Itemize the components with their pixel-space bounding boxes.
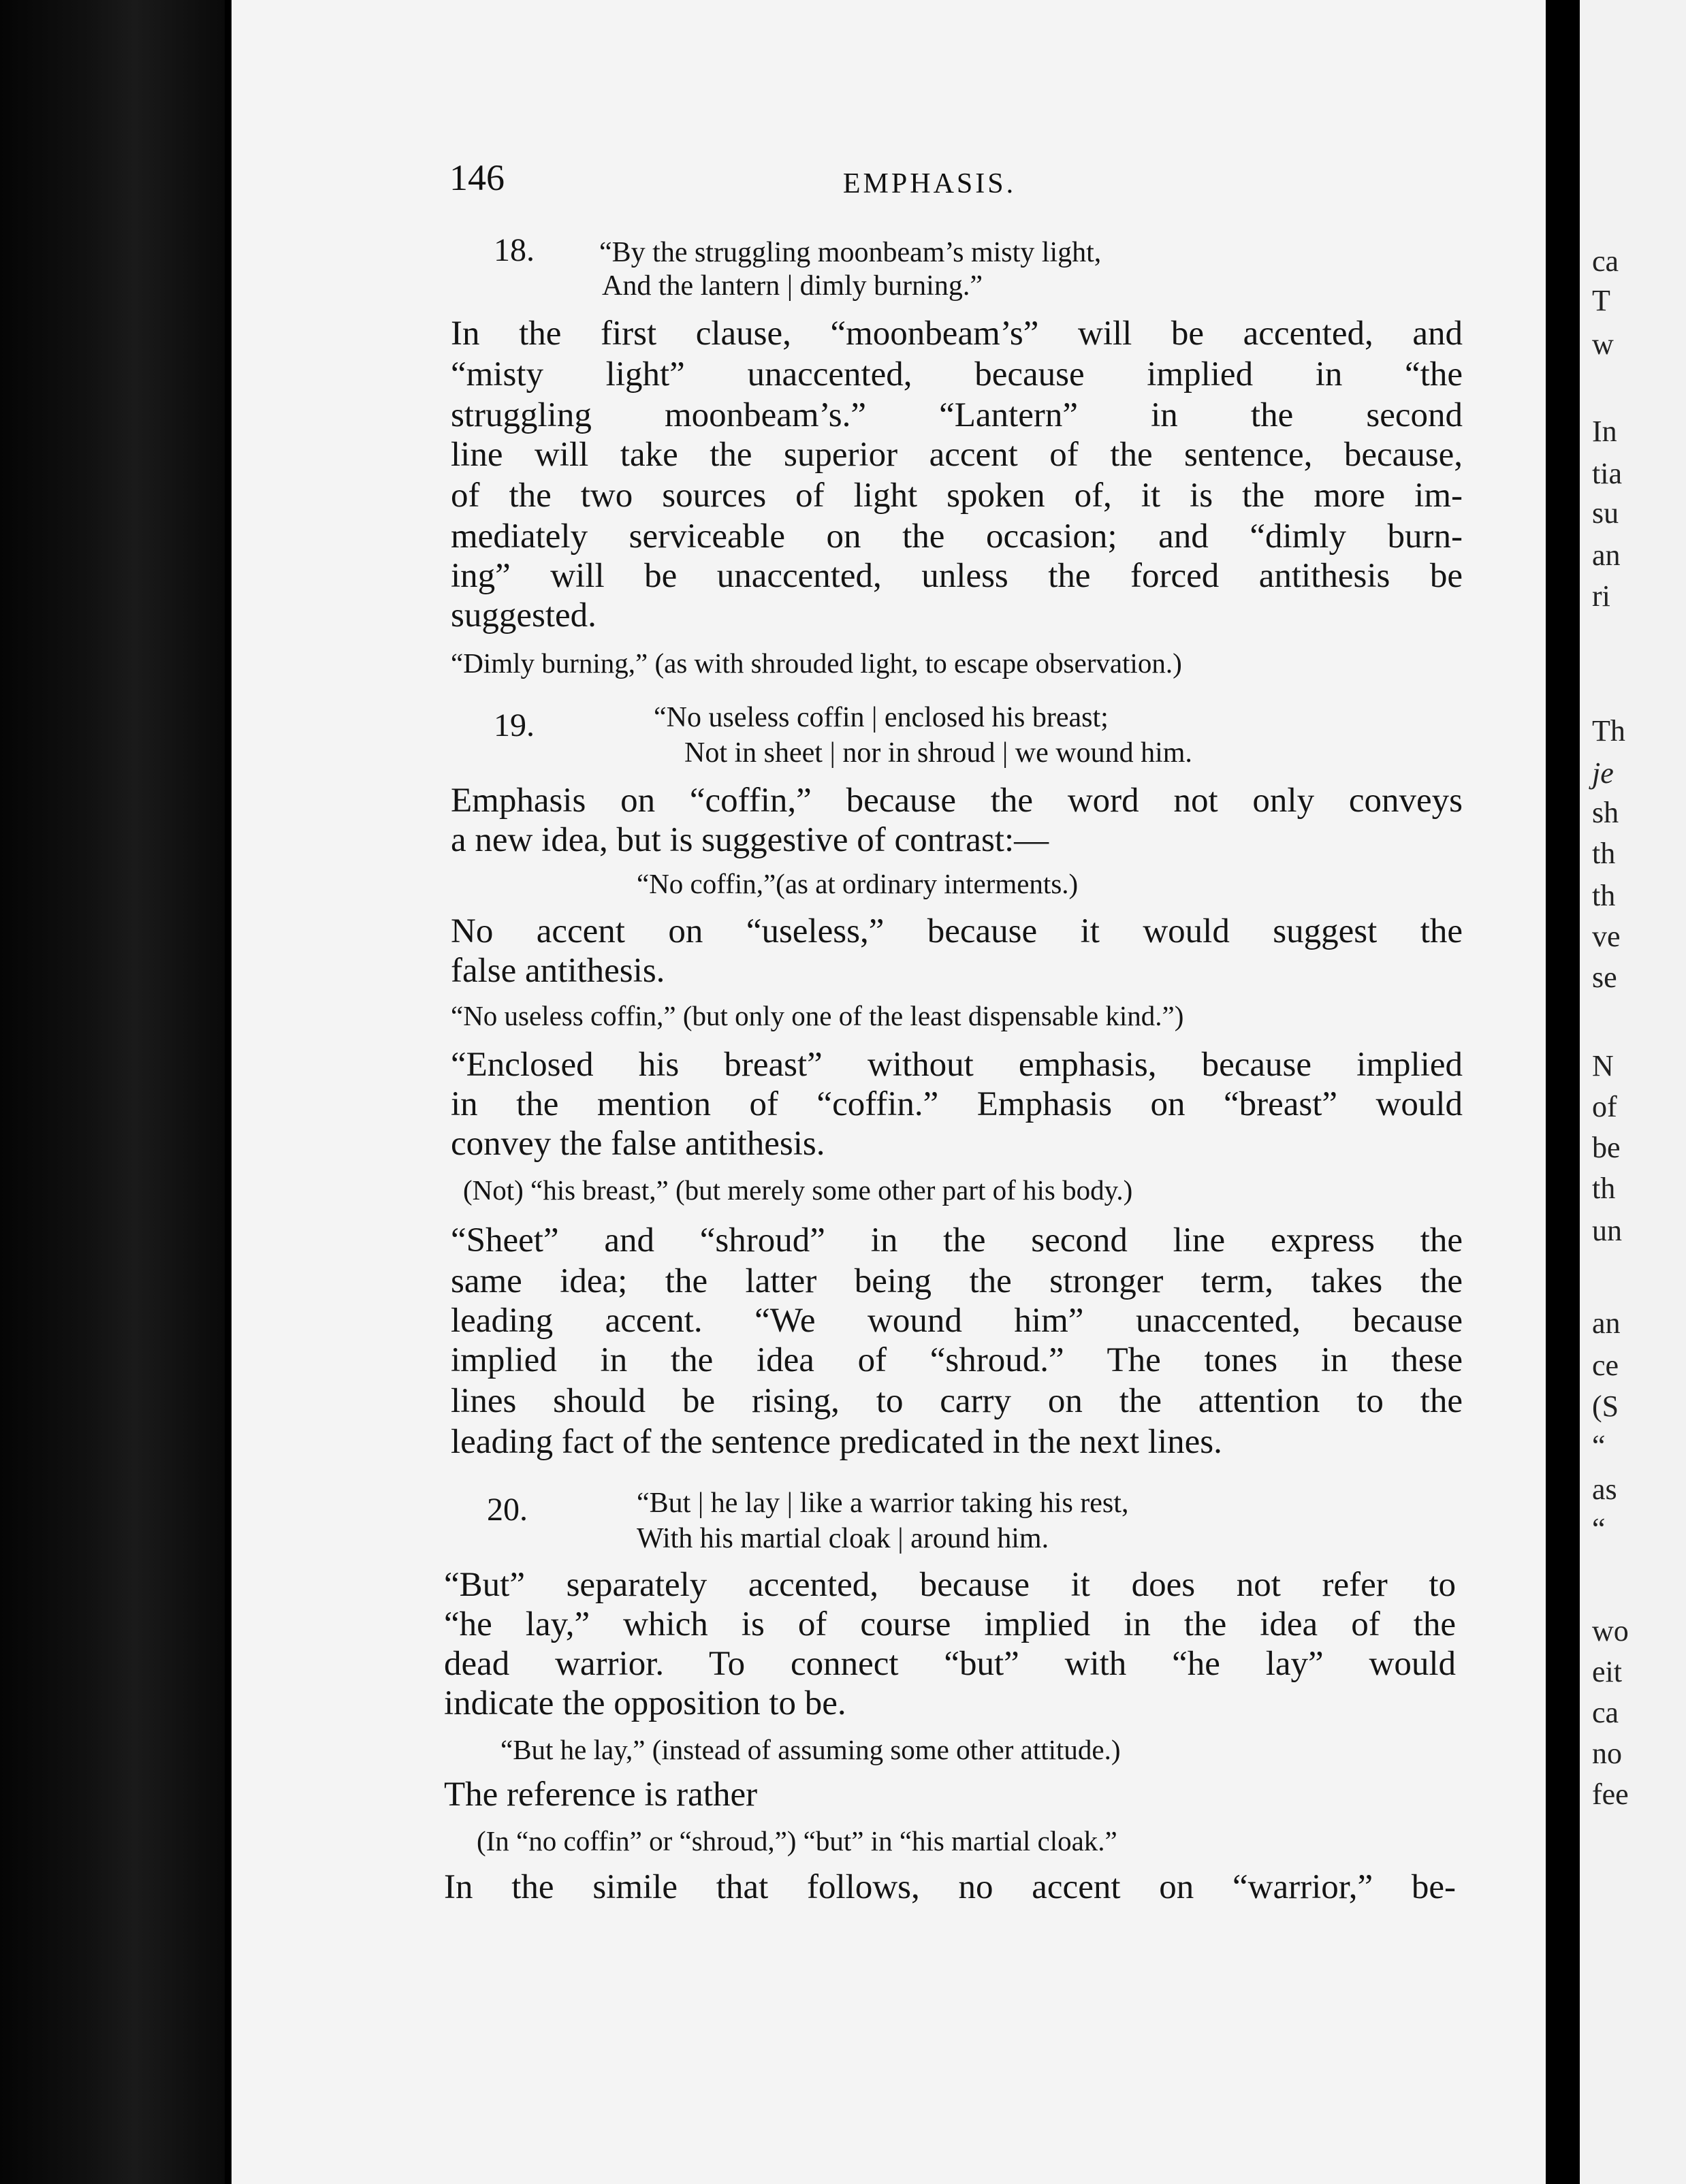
next-page-fragment: an (1592, 1306, 1621, 1340)
next-page-fragment: (S (1592, 1390, 1619, 1423)
next-page-fragment: je (1592, 756, 1614, 790)
body-line: of the two sources of light spoken of, it is the more im- (451, 477, 1463, 515)
page-gutter (1546, 0, 1580, 2184)
next-page-fragment: ca (1592, 244, 1619, 278)
body-line: leading accent. “We wound him” unaccented, because (451, 1302, 1463, 1340)
example-line: “Dimly burning,” (as with shrouded light, to escape observation.) (451, 647, 1182, 679)
body-line: convey the false antithesis. (451, 1125, 825, 1163)
next-page-fragment: no (1592, 1737, 1622, 1770)
next-page-fragment: ce (1592, 1349, 1619, 1382)
body-line: suggested. (451, 596, 597, 635)
next-page-fragment: ri (1592, 579, 1610, 613)
next-page-fragment: of (1592, 1090, 1617, 1123)
next-page-fragment: wo (1592, 1614, 1629, 1648)
next-page-fragment: T (1592, 284, 1610, 317)
body-line: line will take the superior accent of the sentence, because, (451, 436, 1463, 474)
body-line: Emphasis on “coffin,” because the word not only conveys (451, 782, 1463, 820)
next-page-fragment: as (1592, 1473, 1617, 1506)
example-line: (In “no coffin” or “shroud,”) “but” in “his martial cloak.” (477, 1825, 1117, 1857)
next-page-fragment: fee (1592, 1778, 1629, 1811)
body-line: implied in the idea of “shroud.” The tones in these (451, 1341, 1463, 1379)
next-page-fragment: un (1592, 1214, 1622, 1247)
verse-line: “But | he lay | like a warrior taking his rest, (637, 1488, 1129, 1519)
running-title: EMPHASIS. (842, 168, 1017, 199)
body-line: “Sheet” and “shroud” in the second line express the (451, 1221, 1463, 1259)
body-line: “he lay,” which is of course implied in the idea of the (444, 1605, 1456, 1643)
book-binding-edge (0, 0, 225, 2184)
example-line: “But he lay,” (instead of assuming some other attitude.) (500, 1734, 1121, 1765)
next-page-fragment: sh (1592, 796, 1619, 829)
next-page-fragment: “ (1592, 1429, 1606, 1462)
verse-line: With his martial cloak | around him. (637, 1523, 1049, 1554)
verse-line: “By the struggling moonbeam’s misty light, (599, 237, 1102, 268)
next-page-fragment: ve (1592, 920, 1621, 953)
next-page-fragment: tia (1592, 457, 1622, 490)
body-line: lines should be rising, to carry on the attention to the (451, 1382, 1463, 1420)
body-line: dead warrior. To connect “but” with “he lay” would (444, 1645, 1456, 1683)
example-line: “No useless coffin,” (but only one of the least dispensable kind.”) (451, 1000, 1184, 1031)
next-page-fragment: N (1592, 1049, 1614, 1082)
example-number: 19. (494, 707, 535, 743)
next-page-fragment: th (1592, 837, 1616, 870)
next-page-fragment: th (1592, 1172, 1616, 1205)
next-page-fragment: th (1592, 879, 1616, 912)
adjacent-page-edge (1580, 0, 1686, 2184)
body-line: mediately serviceable on the occasion; and “dimly burn- (451, 517, 1463, 556)
body-line: struggling moonbeam’s.” “Lantern” in the second (451, 396, 1463, 434)
next-page-fragment: In (1592, 415, 1617, 448)
body-line: In the first clause, “moonbeam’s” will be accented, and (451, 315, 1463, 353)
next-page-fragment: Th (1592, 714, 1625, 748)
body-line: “misty light” unaccented, because implied in “the (451, 355, 1463, 394)
body-line: “But” separately accented, because it does not refer to (444, 1566, 1456, 1604)
example-line: “No coffin,”(as at ordinary interments.) (637, 868, 1079, 899)
body-line: ing” will be unaccented, unless the forced antithesis be (451, 557, 1463, 595)
verse-line: “No useless coffin | enclosed his breast; (654, 702, 1109, 733)
verse-line: And the lantern | dimly burning.” (602, 270, 983, 302)
next-page-fragment: w (1592, 327, 1614, 361)
next-page-fragment: be (1592, 1131, 1621, 1164)
example-number: 18. (494, 232, 535, 268)
next-page-fragment: “ (1592, 1512, 1606, 1545)
verse-line: Not in sheet | nor in shroud | we wound him. (684, 737, 1192, 769)
body-line: leading fact of the sentence predicated in the next lines. (451, 1423, 1222, 1461)
body-line: a new idea, but is suggestive of contrast:— (451, 821, 1049, 859)
page-number: 146 (449, 157, 505, 198)
body-line: No accent on “useless,” because it would suggest the (451, 912, 1463, 950)
body-line: “Enclosed his breast” without emphasis, because implied (451, 1046, 1463, 1084)
body-line: In the simile that follows, no accent on “warrior,” be- (444, 1868, 1456, 1906)
example-line: (Not) “his breast,” (but merely some other part of his body.) (463, 1174, 1133, 1206)
next-page-fragment: an (1592, 539, 1621, 572)
body-line: The reference is rather (444, 1776, 758, 1814)
next-page-fragment: ca (1592, 1696, 1619, 1729)
next-page-fragment: su (1592, 496, 1619, 530)
body-line: indicate the opposition to be. (444, 1684, 846, 1722)
example-number: 20. (487, 1492, 528, 1528)
body-line: in the mention of “coffin.” Emphasis on “breast” would (451, 1085, 1463, 1123)
body-line: same idea; the latter being the stronger term, takes the (451, 1262, 1463, 1300)
next-page-fragment: se (1592, 961, 1617, 994)
body-line: false antithesis. (451, 952, 665, 990)
next-page-fragment: eit (1592, 1655, 1622, 1688)
page-header (449, 157, 1410, 211)
